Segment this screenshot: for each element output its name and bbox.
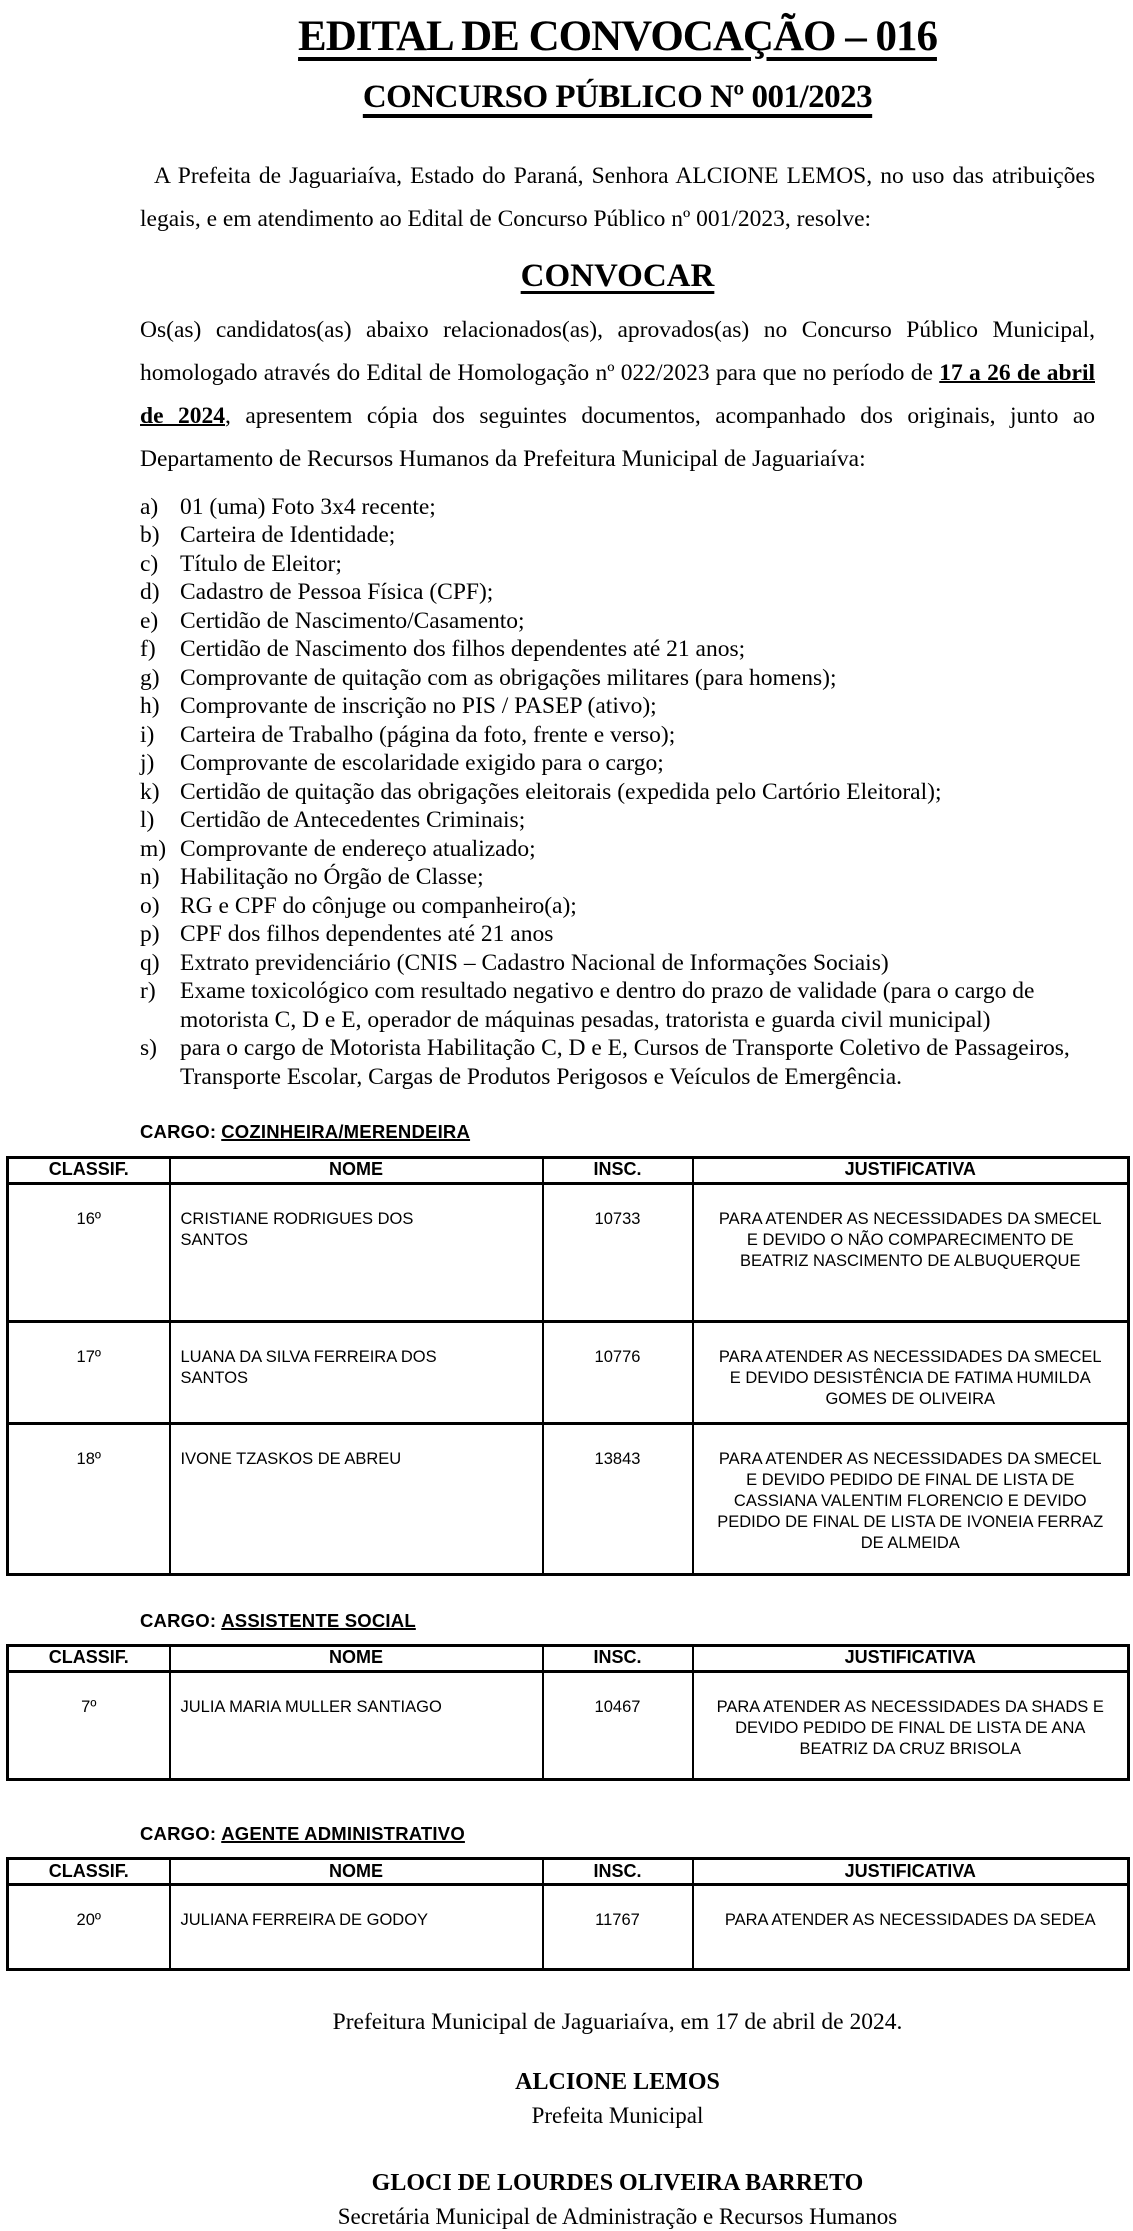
signature-name: ALCIONE LEMOS xyxy=(515,2069,720,2096)
signature-name: GLOCI DE LOURDES OLIVEIRA BARRETO xyxy=(371,2170,864,2197)
list-item-text: Extrato previdenciário (CNIS – Cadastro Nacional de Informações Sociais) xyxy=(180,949,889,976)
body-paragraph-highlight: 17 a 26 de abril de 2024 xyxy=(140,359,1095,429)
convocar-heading-text: CONVOCAR xyxy=(520,258,715,295)
list-item-label: k) xyxy=(140,778,160,805)
list-item-text: Comprovante de inscrição no PIS / PASEP (ativo); xyxy=(180,693,657,720)
column-header-classif: CLASSIF. xyxy=(8,1645,170,1671)
signature-block-prefeita xyxy=(140,2068,1095,2129)
list-item-label: o) xyxy=(140,892,160,919)
table-header-row xyxy=(8,1645,1129,1671)
list-item xyxy=(140,892,1095,921)
list-item-text: para o cargo de Motorista Habilitação C, D e E, Cursos de Transporte Coletivo de Passageiros, Transporte Escolar, Cargas de Produtos Perigosos e Veículos de Emergência. xyxy=(180,1035,1070,1090)
cell-nome-text: LUANA DA SILVA FERREIRA DOS SANTOS xyxy=(180,1347,437,1387)
document-text-block xyxy=(140,1823,1095,1845)
column-header-insc: INSC. xyxy=(543,1645,693,1671)
cell-justificativa xyxy=(693,1423,1129,1574)
cell-classif: 16º xyxy=(8,1183,170,1321)
list-item-label: n) xyxy=(140,864,160,891)
cell-classif: 17º xyxy=(8,1321,170,1423)
list-item-text: Certidão de quitação das obrigações eleitorais (expedida pelo Cartório Eleitoral); xyxy=(180,778,942,805)
table-row xyxy=(8,1183,1129,1321)
cell-justificativa-text: PARA ATENDER AS NECESSIDADES DA SMECEL E DEVIDO O NÃO COMPARECIMENTO DE BEATRIZ NASCIMENTO DE ALBUQUERQUE xyxy=(718,1209,1102,1270)
column-header-justificativa: JUSTIFICATIVA xyxy=(693,1859,1129,1885)
list-item-label: e) xyxy=(140,607,159,634)
signature-block-secretaria xyxy=(140,2169,1095,2230)
cell-nome xyxy=(170,1885,543,1970)
body-paragraph-before: Os(as) candidatos(as) abaixo relacionados(as), aprovados(as) no Concurso Público Municipal, homologado através do Edital de Homologação nº 022/2023 para que no período de xyxy=(140,316,1095,386)
list-item-label: c) xyxy=(140,550,159,577)
list-item-label: g) xyxy=(140,664,160,691)
cell-nome-text: JULIA MARIA MULLER SANTIAGO xyxy=(180,1697,442,1716)
list-item-label: f) xyxy=(140,636,156,663)
list-item-text: Certidão de Nascimento dos filhos dependentes até 21 anos; xyxy=(180,636,746,663)
signature-role: Secretária Municipal de Administração e Recursos Humanos xyxy=(337,2204,898,2230)
list-item-text: Comprovante de escolaridade exigido para o cargo; xyxy=(180,750,664,777)
cell-nome xyxy=(170,1671,543,1779)
list-item xyxy=(140,550,1095,579)
cell-justificativa-text: PARA ATENDER AS NECESSIDADES DA SMECEL E DEVIDO PEDIDO DE FINAL DE LISTA DE CASSIANA VALENTIM FLORENCIO E DEVIDO PEDIDO DE FINAL DE LISTA DE IVONEIA FERRAZ DE ALMEIDA xyxy=(717,1449,1104,1552)
list-item-label: r) xyxy=(140,978,156,1005)
cargo-name: AGENTE ADMINISTRATIVO xyxy=(221,1822,465,1844)
list-item-text: Comprovante de endereço atualizado; xyxy=(180,835,536,862)
list-item xyxy=(140,692,1095,721)
column-header-classif: CLASSIF. xyxy=(8,1157,170,1183)
list-item xyxy=(140,949,1095,978)
cell-justificativa xyxy=(693,1321,1129,1423)
column-header-nome: NOME xyxy=(170,1859,543,1885)
convocar-heading xyxy=(140,257,1095,297)
list-item-text: Comprovante de quitação com as obrigações militares (para homens); xyxy=(180,664,837,691)
list-item-text: Certidão de Antecedentes Criminais; xyxy=(180,807,526,834)
cargo-heading-assistente-social xyxy=(140,1610,1095,1632)
cargo-name: COZINHEIRA/MERENDEIRA xyxy=(221,1121,471,1143)
list-item xyxy=(140,578,1095,607)
list-item xyxy=(140,664,1095,693)
cell-justificativa-text: PARA ATENDER AS NECESSIDADES DA SHADS E DEVIDO PEDIDO DE FINAL DE LISTA DE ANA BEATRIZ DA CRUZ BRISOLA xyxy=(716,1697,1104,1758)
list-item xyxy=(140,749,1095,778)
list-item-text: Certidão de Nascimento/Casamento; xyxy=(180,607,525,634)
cell-insc: 10776 xyxy=(543,1321,693,1423)
table-header-row xyxy=(8,1859,1129,1885)
cell-insc: 10733 xyxy=(543,1183,693,1321)
column-header-insc: INSC. xyxy=(543,1859,693,1885)
list-item xyxy=(140,920,1095,949)
column-header-nome: NOME xyxy=(170,1645,543,1671)
list-item-label: q) xyxy=(140,949,160,976)
list-item xyxy=(140,977,1095,1034)
document-title xyxy=(140,12,1095,61)
signature-role: Prefeita Municipal xyxy=(531,2102,704,2128)
document-closing xyxy=(140,2009,1095,2231)
list-item-label: h) xyxy=(140,693,160,720)
list-item-text: Título de Eleitor; xyxy=(180,550,342,577)
list-item-label: i) xyxy=(140,721,155,748)
table-row xyxy=(8,1671,1129,1779)
cell-classif: 7º xyxy=(8,1671,170,1779)
cell-justificativa xyxy=(693,1885,1129,1970)
list-item xyxy=(140,493,1095,522)
cell-justificativa xyxy=(693,1183,1129,1321)
list-item-text: Exame toxicológico com resultado negativo e dentro do prazo de validade (para o cargo de motorista C, D e E, operador de máquinas pesadas, tratorista e guarda civil municipal) xyxy=(180,978,1035,1033)
cell-justificativa xyxy=(693,1671,1129,1779)
column-header-justificativa: JUSTIFICATIVA xyxy=(693,1157,1129,1183)
cell-classif: 20º xyxy=(8,1885,170,1970)
table-row xyxy=(8,1321,1129,1423)
cargo-heading-cozinheira xyxy=(140,1121,1095,1143)
list-item-text: Cadastro de Pessoa Física (CPF); xyxy=(180,579,494,606)
cell-nome-text: CRISTIANE RODRIGUES DOS SANTOS xyxy=(180,1209,414,1249)
cargo-heading-agente-administrativo xyxy=(140,1823,1095,1845)
table-header-row xyxy=(8,1157,1129,1183)
cell-nome xyxy=(170,1321,543,1423)
table-assistente-social xyxy=(6,1644,1130,1781)
list-item-label: m) xyxy=(140,835,167,862)
list-item-text: Carteira de Trabalho (página da foto, frente e verso); xyxy=(180,721,676,748)
table-row xyxy=(8,1423,1129,1574)
list-item-label: p) xyxy=(140,921,160,948)
document-title-text: EDITAL DE CONVOCAÇÃO – 016 xyxy=(298,13,937,60)
list-item xyxy=(140,635,1095,664)
intro-paragraph: A Prefeita de Jaguariaíva, Estado do Paraná, Senhora ALCIONE LEMOS, no uso das atribuições legais, e em atendimento ao Edital de Concurso Público nº 001/2023, resolve: xyxy=(140,163,1095,233)
body-paragraph xyxy=(140,309,1095,481)
cell-nome-text: JULIANA FERREIRA DE GODOY xyxy=(180,1911,429,1930)
cell-justificativa-text: PARA ATENDER AS NECESSIDADES DA SMECEL E DEVIDO DESISTÊNCIA DE FATIMA HUMILDA GOMES DE OLIVEIRA xyxy=(718,1347,1102,1408)
cell-nome-text: IVONE TZASKOS DE ABREU xyxy=(180,1449,402,1468)
cargo-name: ASSISTENTE SOCIAL xyxy=(221,1609,416,1631)
table-row xyxy=(8,1885,1129,1970)
list-item-text: CPF dos filhos dependentes até 21 anos xyxy=(180,921,554,948)
list-item-label: b) xyxy=(140,522,160,549)
cell-insc: 11767 xyxy=(543,1885,693,1970)
list-item-label: j) xyxy=(140,750,155,777)
cargo-label: CARGO: xyxy=(140,1121,217,1143)
list-item xyxy=(140,863,1095,892)
cell-classif: 18º xyxy=(8,1423,170,1574)
document-text-block xyxy=(140,1610,1095,1632)
list-item-text: 01 (uma) Foto 3x4 recente; xyxy=(180,493,436,520)
column-header-insc: INSC. xyxy=(543,1157,693,1183)
cell-justificativa-text: PARA ATENDER AS NECESSIDADES DA SEDEA xyxy=(724,1911,1096,1930)
column-header-justificativa: JUSTIFICATIVA xyxy=(693,1645,1129,1671)
table-cozinheira-merendeira xyxy=(6,1156,1130,1576)
list-item-text: RG e CPF do cônjuge ou companheiro(a); xyxy=(180,892,577,919)
list-item xyxy=(140,1034,1095,1091)
list-item-text: Habilitação no Órgão de Classe; xyxy=(180,864,484,891)
cargo-label: CARGO: xyxy=(140,1822,217,1844)
cell-insc: 13843 xyxy=(543,1423,693,1574)
cell-nome xyxy=(170,1183,543,1321)
list-item-label: l) xyxy=(140,807,155,834)
list-item xyxy=(140,607,1095,636)
column-header-classif: CLASSIF. xyxy=(8,1859,170,1885)
list-item-label: s) xyxy=(140,1035,157,1062)
list-item xyxy=(140,835,1095,864)
list-item-text: Carteira de Identidade; xyxy=(180,522,396,549)
list-item-label: d) xyxy=(140,579,160,606)
document-subtitle-text: CONCURSO PÚBLICO Nº 001/2023 xyxy=(362,79,873,116)
body-paragraph-after: , apresentem cópia dos seguintes documentos, acompanhado dos originais, junto ao Departamento de Recursos Humanos da Prefeitura Municipal de Jaguariaíva: xyxy=(140,402,1096,472)
table-agente-administrativo xyxy=(6,1857,1130,1971)
list-item xyxy=(140,806,1095,835)
cell-nome xyxy=(170,1423,543,1574)
documents-list xyxy=(140,493,1095,1092)
cell-insc: 10467 xyxy=(543,1671,693,1779)
column-header-nome: NOME xyxy=(170,1157,543,1183)
document-text-block xyxy=(140,12,1095,1144)
list-item xyxy=(140,521,1095,550)
list-item xyxy=(140,721,1095,750)
document-subtitle xyxy=(140,79,1095,117)
cargo-label: CARGO: xyxy=(140,1609,217,1631)
list-item xyxy=(140,778,1095,807)
date-line: Prefeitura Municipal de Jaguariaíva, em 17 de abril de 2024. xyxy=(332,2009,903,2036)
list-item-label: a) xyxy=(140,493,159,520)
